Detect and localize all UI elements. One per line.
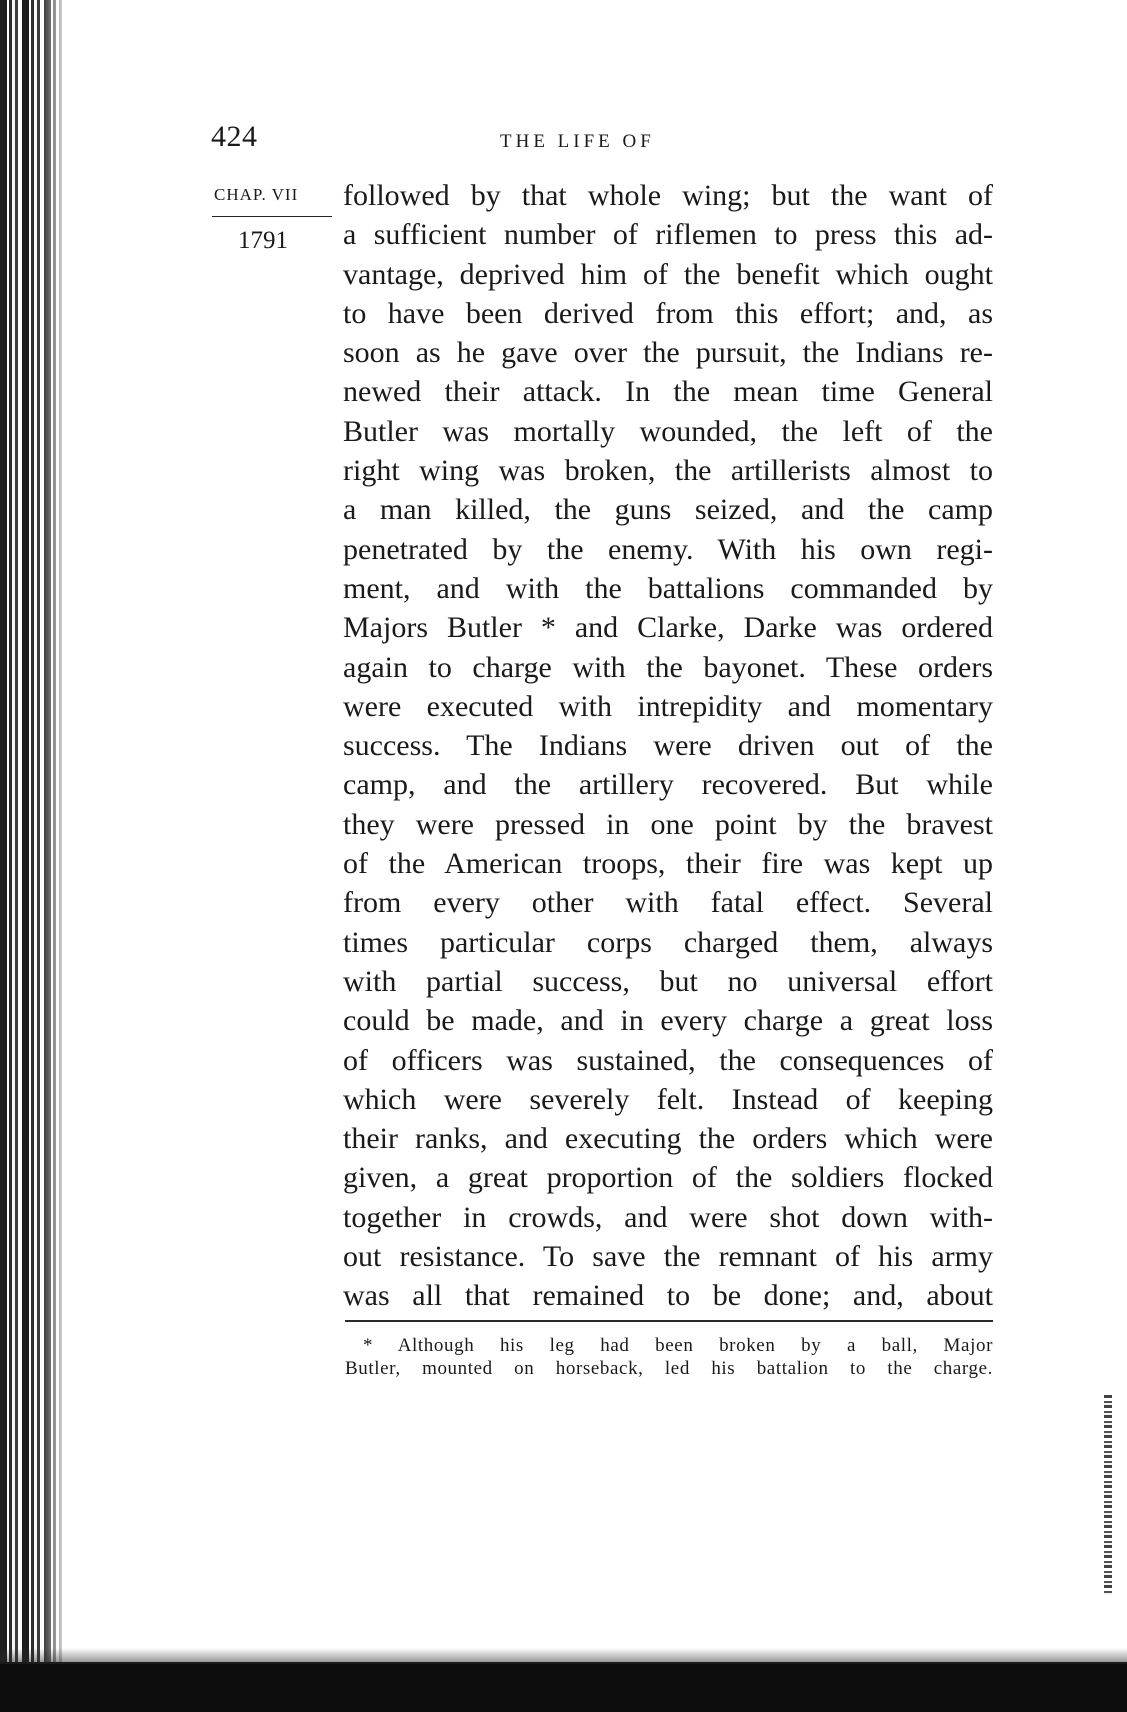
scan-right-edge-specks	[1104, 1395, 1112, 1595]
text-line: camp, and the artillery recovered. But while	[343, 768, 993, 802]
text-line: again to charge with the bayonet. These orders	[343, 650, 993, 684]
binding-shadow	[40, 0, 70, 1712]
text-line: success. The Indians were driven out of the	[343, 729, 993, 763]
text-line: soon as he gave over the pursuit, the Indians re-	[343, 336, 993, 370]
text-line: their ranks, and executing the orders which were	[343, 1122, 993, 1156]
text-line: followed by that whole wing; but the want of	[343, 179, 993, 212]
text-line: of the American troops, their fire was kept up	[343, 847, 993, 881]
scan-bottom-shadow	[0, 1648, 1127, 1664]
body-text	[343, 176, 993, 1316]
margin-divider	[212, 216, 332, 217]
text-line: a man killed, the guns seized, and the camp	[343, 493, 993, 527]
text-line: from every other with fatal effect. Several	[343, 886, 993, 920]
text-line: a sufficient number of riflemen to press this ad-	[343, 218, 993, 252]
text-line: could be made, and in every charge a great loss	[343, 1004, 993, 1038]
text-line: which were severely felt. Instead of keeping	[343, 1082, 993, 1116]
text-line: right wing was broken, the artillerists almost to	[343, 454, 993, 488]
text-line: Butler was mortally wounded, the left of the	[343, 414, 993, 448]
text-line: newed their attack. In the mean time General	[343, 375, 993, 409]
text-line: of officers was sustained, the consequences of	[343, 1043, 993, 1077]
scan-bottom-border	[0, 1662, 1127, 1712]
page-number: 424	[211, 120, 258, 153]
text-line: to have been derived from this effort; and, as	[343, 296, 993, 330]
text-line: out resistance. To save the remnant of his army	[343, 1240, 993, 1274]
text-line: ment, and with the battalions commanded by	[343, 571, 993, 605]
text-line: were executed with intrepidity and momentary	[343, 689, 993, 723]
text-line: they were pressed in one point by the bravest	[343, 807, 993, 841]
footnote-divider	[345, 1320, 993, 1322]
text-line: times particular corps charged them, always	[343, 925, 993, 959]
text-line: vantage, deprived him of the benefit which ought	[343, 257, 993, 291]
footnote-line: Butler, mounted on horseback, led his battalion to the charge.	[345, 1358, 993, 1379]
text-line: with partial success, but no universal effort	[343, 964, 993, 998]
running-head: THE LIFE OF	[500, 131, 655, 152]
text-line: given, a great proportion of the soldiers flocked	[343, 1161, 993, 1195]
text-line: was all that remained to be done; and, about	[343, 1279, 993, 1313]
text-line: penetrated by the enemy. With his own regi-	[343, 532, 993, 566]
footnote	[345, 1334, 993, 1380]
footnote-line: * Although his leg had been broken by a ball, Major	[363, 1335, 993, 1356]
text-line: Majors Butler * and Clarke, Darke was ordered	[343, 611, 993, 645]
text-line: together in crowds, and were shot down with-	[343, 1200, 993, 1234]
margin-year: 1791	[238, 227, 288, 254]
margin-chapter-label: CHAP. VII	[214, 185, 299, 204]
